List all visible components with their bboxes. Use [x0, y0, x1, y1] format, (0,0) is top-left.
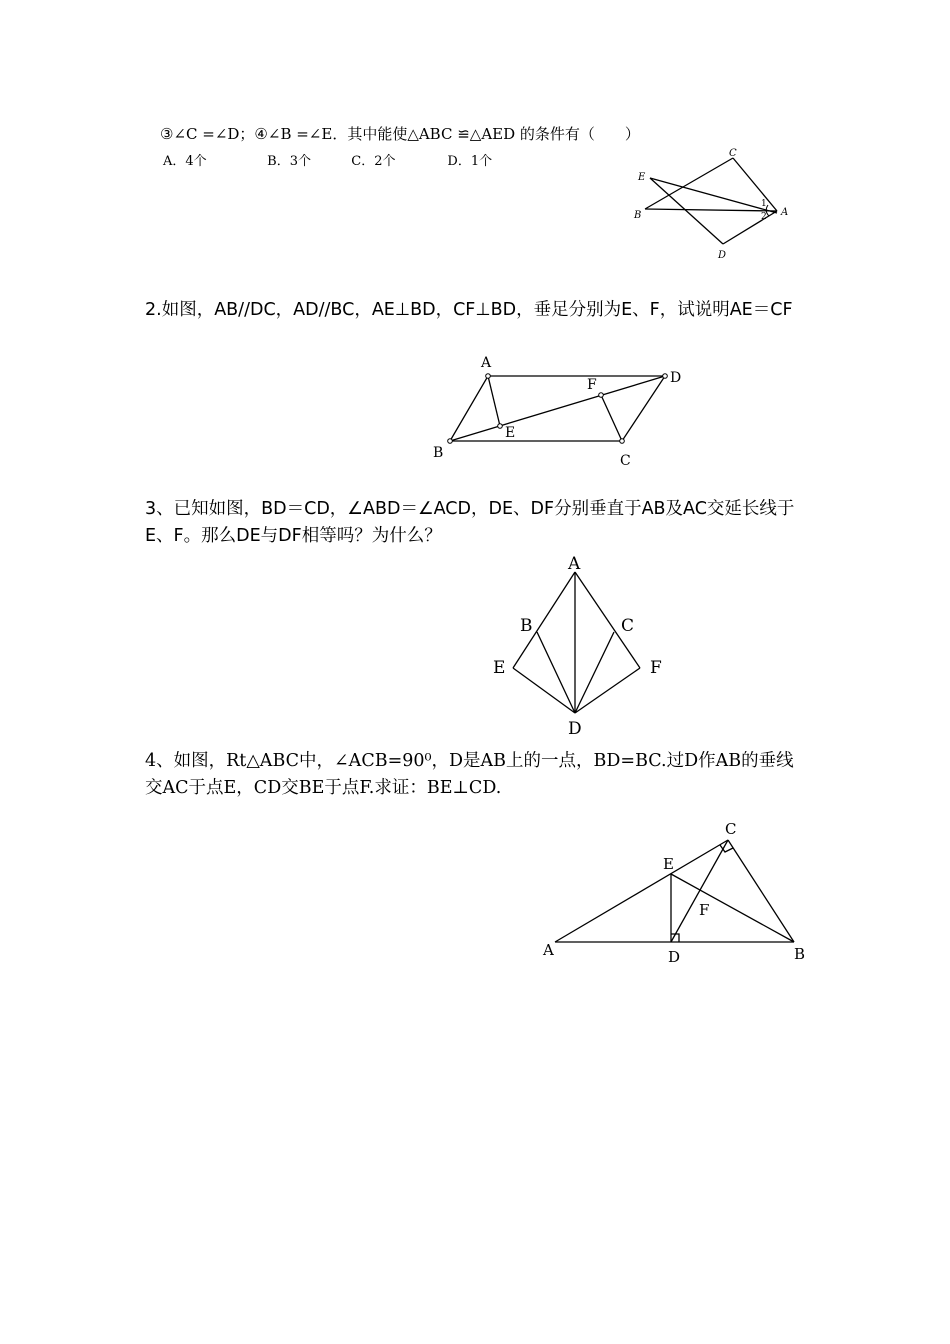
q2-text: 2.如图，AB//DC，AD//BC，AE⊥BD，CF⊥BD，垂足分别为E、F，试说明AE＝CF: [145, 300, 793, 320]
q4-label-c: C: [725, 820, 737, 838]
q1-figure: [630, 145, 815, 265]
q1-label-angle1: 1: [761, 199, 767, 209]
q2-label-a: A: [481, 355, 492, 371]
q3-label-e: E: [493, 658, 506, 678]
q1-segment-bc: [645, 158, 733, 209]
q3-text: 3、已知如图，BD＝CD，∠ABD＝∠ACD，DE、DF分别垂直于AB及AC交延长线于E、F。那么DE与DF相等吗？为什么？: [145, 499, 795, 546]
q2-segment-cf: [601, 395, 622, 441]
q3-segment-ed: [513, 668, 575, 713]
q1-label-d: D: [718, 250, 727, 261]
q1-segment-ba: [645, 209, 777, 211]
q4-label-f: F: [699, 901, 710, 919]
q3-label-c: C: [621, 616, 635, 636]
q1-label-e: E: [638, 172, 646, 183]
q1-label-a: A: [781, 207, 789, 218]
q2-figure: [425, 345, 700, 475]
q2-label-f: F: [587, 377, 597, 393]
q1-option-c: C．2个: [351, 154, 396, 169]
q4-label-b: B: [794, 945, 806, 963]
q2-segment-ae: [488, 376, 500, 426]
q3-segment-fd: [575, 668, 640, 713]
q3-figure: [485, 550, 670, 740]
q3-label-a: A: [568, 554, 581, 574]
q3-label-f: F: [650, 658, 662, 678]
q1-option-a: A．4个: [163, 154, 207, 169]
q2-label-b: B: [433, 445, 444, 461]
q3-segment-cd: [575, 632, 614, 713]
q3-label-d: D: [568, 719, 582, 739]
q2-label-d: D: [670, 370, 682, 386]
q4-label-a: A: [543, 941, 554, 959]
q2-label-c: C: [620, 453, 631, 469]
q1-option-d: D．1个: [447, 154, 493, 169]
q1-label-b: B: [634, 210, 642, 221]
q4-label-e: E: [663, 855, 674, 873]
q4-label-d: D: [668, 948, 681, 966]
q4-segment-cd: [671, 840, 728, 942]
q4-figure: [535, 815, 815, 965]
q1-option-b: B．3个: [267, 154, 311, 169]
q4-text: 4、如图，Rt△ABC中，∠ACB=90⁰，D是AB上的一点，BD=BC.过D作AB的垂线交AC于点E，CD交BE于点F.求证：BE⊥CD.: [145, 751, 794, 798]
q1-label-angle2: 2: [761, 212, 767, 222]
q3-segment-bd: [537, 632, 575, 713]
q1-condition-line: ③∠C =∠D；④∠B =∠E．其中能使△ABC ≌△AED 的条件有（ ）: [160, 125, 640, 143]
q3-label-b: B: [520, 616, 533, 636]
q1-options: [163, 150, 492, 169]
q1-label-c: C: [729, 148, 737, 159]
q4-segment-cb: [728, 840, 794, 942]
q2-label-e: E: [505, 425, 516, 441]
